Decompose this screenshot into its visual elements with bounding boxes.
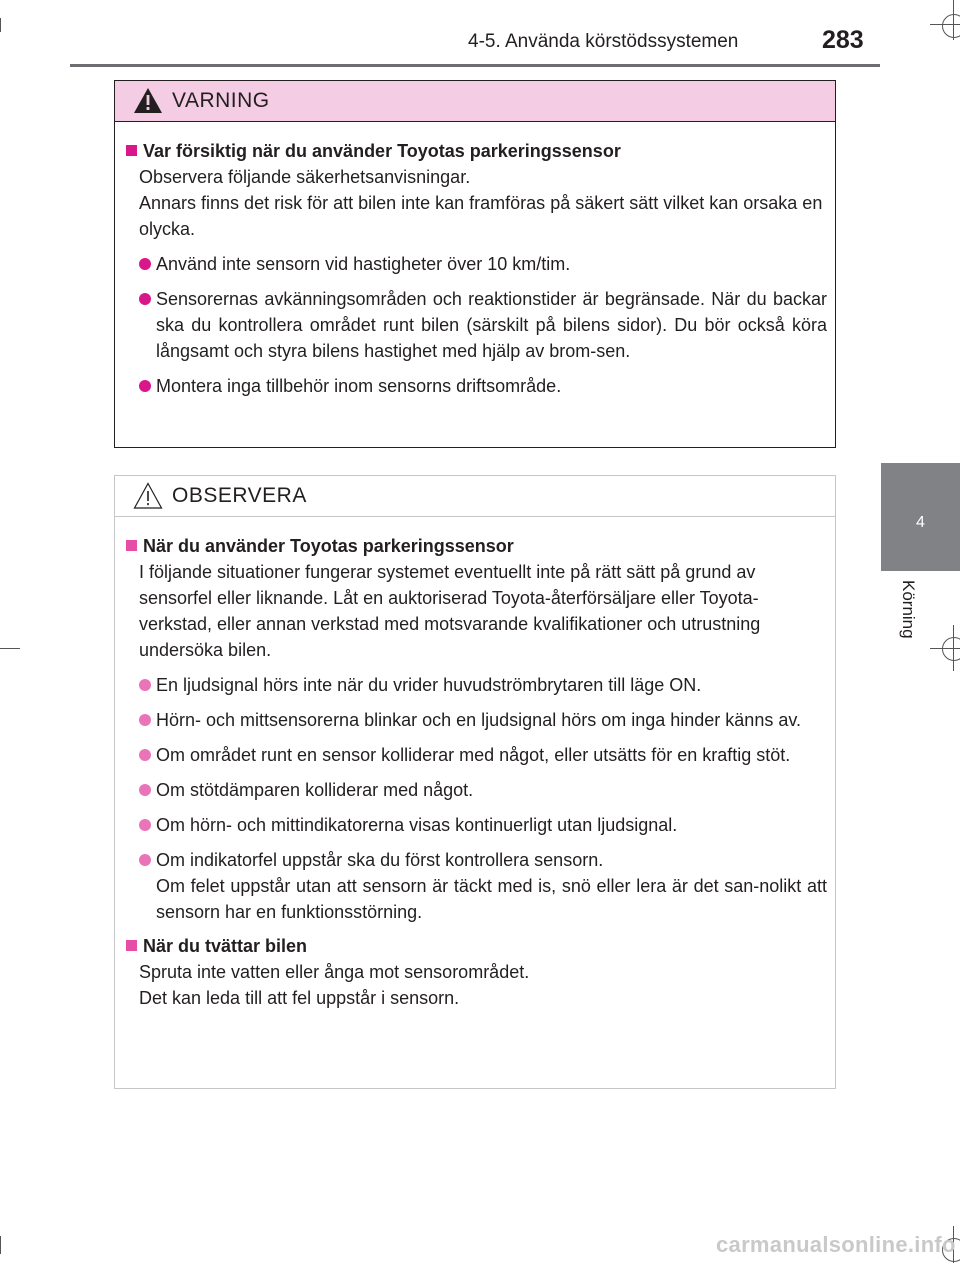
- intro-line: Det kan leda till att fel uppstår i sensorn.: [139, 988, 460, 1008]
- bullet-dot-icon: [139, 380, 151, 392]
- section: [126, 138, 827, 399]
- watermark: carmanualsonline.info: [716, 1232, 956, 1257]
- list-item-text: [156, 847, 827, 925]
- list-item-text: [156, 742, 827, 768]
- intro-line: Spruta inte vatten eller ånga mot sensorområdet.: [139, 962, 530, 982]
- section: [126, 933, 827, 1011]
- list-item-text: [156, 286, 827, 364]
- intro-line: Observera följande säkerhetsanvisningar.: [139, 167, 471, 187]
- list-item-line: Sensorernas avkänningsområden och reaktionstider är begränsade. När du backar ska du kontrollera området runt bilen (särskilt på bilens sidor). Du bör också köra långsamt och styra bilens hastighet med hjälp av brom-sen.: [156, 289, 827, 361]
- bullet-dot-icon: [139, 749, 151, 761]
- section-title: 4-5. Använda körstödssystemen: [468, 31, 739, 52]
- notice-body: [115, 517, 835, 1011]
- section-heading-text: Var försiktig när du använder Toyotas parkeringssensor: [143, 141, 621, 161]
- section: [126, 533, 827, 925]
- caution-triangle-icon: [133, 482, 163, 509]
- list-item-line: Använd inte sensorn vid hastigheter över 10 km/tim.: [156, 254, 571, 274]
- chapter-number: 4: [916, 514, 925, 531]
- square-bullet-icon: [126, 145, 137, 156]
- list-item-line: Om hörn- och mittindikatorerna visas kontinuerligt utan ljudsignal.: [156, 815, 678, 835]
- page-number: 283: [822, 26, 864, 54]
- list-item-text: [156, 251, 827, 277]
- notice-title: OBSERVERA: [172, 484, 307, 507]
- registration-mark: [942, 637, 960, 661]
- square-bullet-icon: [126, 540, 137, 551]
- list-item-line: Om felet uppstår utan att sensorn är täckt med is, snö eller lera är det san-nolikt att sensorn har en funktionsstörning.: [156, 876, 827, 922]
- chapter-label: Körning: [899, 580, 918, 639]
- square-bullet-icon: [126, 940, 137, 951]
- list-item-line: Hörn- och mittsensorerna blinkar och en ljudsignal hörs om inga hinder känns av.: [156, 710, 802, 730]
- section-heading-text: När du tvättar bilen: [143, 936, 308, 956]
- intro-line: Annars finns det risk för att bilen inte kan framföras på säkert sätt vilket kan orsaka en olycka.: [139, 193, 823, 239]
- list-item-line: Montera inga tillbehör inom sensorns driftsområde.: [156, 376, 562, 396]
- list-item-text: [156, 707, 827, 733]
- list-item: [126, 373, 827, 399]
- section-heading: [126, 138, 827, 164]
- section-heading-text: När du använder Toyotas parkeringssensor: [143, 536, 514, 556]
- crop-mark: [953, 625, 954, 671]
- notice-box: [114, 475, 836, 1089]
- section-intro: [126, 164, 827, 242]
- chapter-tab: [881, 463, 960, 571]
- list-item-text: [156, 812, 827, 838]
- bullet-dot-icon: [139, 784, 151, 796]
- list-item-text: [156, 672, 827, 698]
- list-item-text: [156, 777, 827, 803]
- list-item-line: Om stötdämparen kolliderar med något.: [156, 780, 474, 800]
- section-heading: [126, 933, 827, 959]
- intro-line: I följande situationer fungerar systemet eventuellt inte på rätt sätt på grund av sensorfel eller liknande. Låt en auktoriserad Toyota-återförsäljare eller Toyota-verkstad, eller annan verkstad med motsvarande kvalifikationer och utrustning undersöka bilen.: [139, 562, 761, 660]
- list-item: [126, 847, 827, 925]
- section-intro: [126, 959, 827, 1011]
- list-item: [126, 812, 827, 838]
- notice-header: [115, 476, 835, 517]
- warning-box: [114, 80, 836, 448]
- list-item-line: Om området runt en sensor kolliderar med något, eller utsätts för en kraftig stöt.: [156, 745, 791, 765]
- crop-mark: [0, 648, 20, 649]
- section-heading: [126, 533, 827, 559]
- list-item: [126, 251, 827, 277]
- bullet-dot-icon: [139, 714, 151, 726]
- crop-mark: [953, 0, 954, 40]
- bullet-dot-icon: [139, 819, 151, 831]
- warning-header: [115, 81, 835, 122]
- crop-mark: [0, 1236, 1, 1254]
- list-item: [126, 742, 827, 768]
- header-rule: [70, 64, 880, 67]
- warning-title: VARNING: [172, 89, 270, 112]
- bullet-dot-icon: [139, 679, 151, 691]
- warning-body: [115, 122, 835, 399]
- list-item-line: En ljudsignal hörs inte när du vrider huvudströmbrytaren till läge ON.: [156, 675, 702, 695]
- list-item: [126, 672, 827, 698]
- crop-mark: [0, 18, 1, 32]
- section-intro: [126, 559, 827, 663]
- bullet-dot-icon: [139, 258, 151, 270]
- bullet-dot-icon: [139, 854, 151, 866]
- registration-mark: [942, 14, 960, 38]
- list-item-text: [156, 373, 827, 399]
- list-item: [126, 777, 827, 803]
- warning-triangle-icon: [133, 87, 163, 114]
- bullet-dot-icon: [139, 293, 151, 305]
- list-item-line: Om indikatorfel uppstår ska du först kontrollera sensorn.: [156, 850, 604, 870]
- list-item: [126, 707, 827, 733]
- list-item: [126, 286, 827, 364]
